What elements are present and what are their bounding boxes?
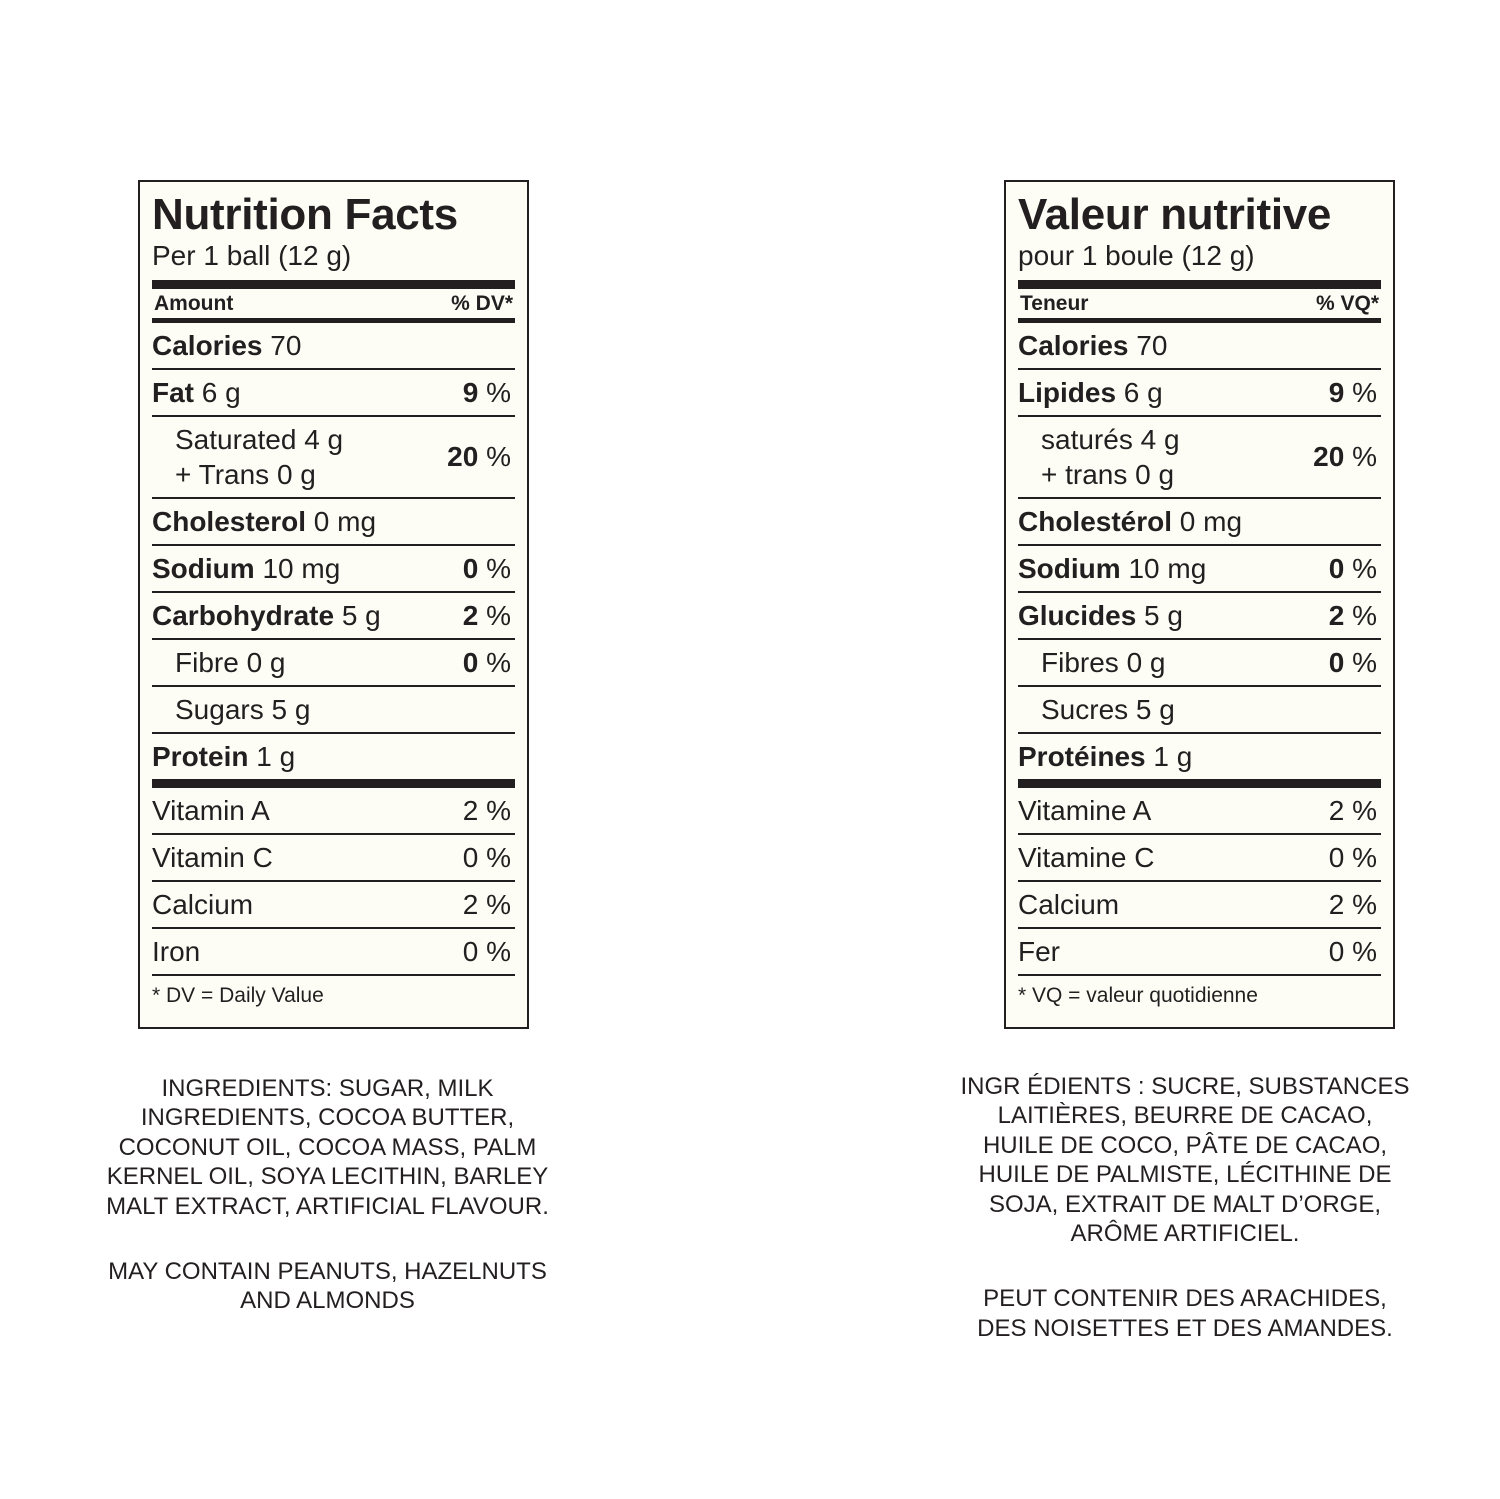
percent-sign: % (478, 441, 511, 472)
calories-value: 70 (1128, 329, 1168, 361)
trans-line: + Trans 0 g (175, 459, 316, 490)
nutrition-facts-panel-en (138, 180, 529, 1029)
fat-row (1018, 370, 1381, 417)
cholesterol-label: Cholestérol (1018, 505, 1173, 537)
sodium-row (152, 546, 515, 593)
protein-row (1018, 734, 1381, 788)
sodium-value: 10 mg (1120, 552, 1207, 584)
amount-label: Amount (154, 291, 234, 315)
protein-value: 1 g (248, 740, 296, 772)
dv-footnote: * DV = Daily Value (152, 984, 324, 1007)
vitamin-c-row (1018, 835, 1381, 882)
calcium-pct: 2 % (1328, 888, 1377, 920)
calcium-row (152, 882, 515, 929)
saturated-line: Saturated 4 g (175, 424, 344, 455)
ingredients-en (100, 1044, 555, 1345)
carbohydrate-pct: 2 (462, 599, 479, 631)
iron-label: Fer (1018, 935, 1060, 967)
protein-value: 1 g (1145, 740, 1193, 772)
ingredients-fr (960, 1042, 1410, 1373)
carbohydrate-label: Carbohydrate (152, 599, 335, 631)
fibre-pct: 0 (1328, 646, 1345, 678)
sodium-label: Sodium (152, 552, 255, 584)
percent-sign: % (1344, 376, 1377, 408)
trans-line: + trans 0 g (1041, 459, 1175, 490)
ingredients-list: INGREDIENTS: SUGAR, MILK INGREDIENTS, COCOA BUTTER, COCONUT OIL, COCOA MASS, PALM KERNEL OIL, SOYA LECITHIN, BARLEY MALT EXTRACT, ARTIFICIAL FLAVOUR. (106, 1074, 549, 1220)
vitamin-c-pct: 0 % (462, 841, 511, 873)
vitamin-a-label: Vitamin A (152, 794, 270, 826)
saturated-pct: 20 (1313, 441, 1345, 472)
calories-label: Calories (1018, 329, 1129, 361)
vitamin-a-pct: 2 % (462, 794, 511, 826)
carbohydrate-value: 5 g (334, 599, 381, 631)
cholesterol-value: 0 mg (306, 505, 377, 537)
sugars-line: Sucres 5 g (1041, 693, 1175, 725)
saturated-line: saturés 4 g (1041, 424, 1180, 455)
iron-label: Iron (152, 935, 201, 967)
fibre-pct: 0 (462, 646, 479, 678)
carbohydrate-row (152, 593, 515, 640)
panel-title: Nutrition Facts (152, 190, 458, 239)
fat-pct: 9 (462, 376, 479, 408)
sodium-label: Sodium (1018, 552, 1121, 584)
calories-value: 70 (262, 329, 302, 361)
divider-thick (152, 280, 515, 289)
calcium-label: Calcium (152, 888, 254, 920)
amount-label: Teneur (1020, 291, 1089, 315)
fibre-line: Fibres 0 g (1041, 646, 1166, 678)
calcium-label: Calcium (1018, 888, 1120, 920)
fat-pct: 9 (1328, 376, 1345, 408)
percent-sign: % (478, 646, 511, 678)
percent-sign: % (1344, 646, 1377, 678)
cholesterol-row (1018, 499, 1381, 546)
cholesterol-value: 0 mg (1172, 505, 1243, 537)
vitamin-a-label: Vitamine A (1018, 794, 1152, 826)
saturated-trans-row (1018, 417, 1381, 499)
vitamin-a-pct: 2 % (1328, 794, 1377, 826)
carbohydrate-value: 5 g (1136, 599, 1183, 631)
vitamin-a-row (152, 788, 515, 835)
carbohydrate-pct: 2 (1328, 599, 1345, 631)
percent-sign: % (1344, 552, 1377, 584)
amount-header (152, 289, 515, 323)
calories-label: Calories (152, 329, 263, 361)
ingredients-list: INGR ÉDIENTS : SUCRE, SUBSTANCES LAITIÈRES, BEURRE DE CACAO, HUILE DE COCO, PÂTE DE CACAO, HUILE DE PALMISTE, LÉCITHINE DE SOJA, EXTRAIT DE MALT D’ORGE, ARÔME ARTIFICIEL. (960, 1072, 1410, 1247)
percent-sign: % (478, 376, 511, 408)
carbohydrate-label: Glucides (1018, 599, 1137, 631)
nutrition-facts-panel-fr (1004, 180, 1395, 1029)
protein-row (152, 734, 515, 788)
vitamin-c-label: Vitamine C (1018, 841, 1155, 873)
percent-sign: % (1344, 599, 1377, 631)
dv-label: % VQ* (1315, 291, 1379, 315)
iron-pct: 0 % (462, 935, 511, 967)
fibre-line: Fibre 0 g (175, 646, 286, 678)
amount-header (1018, 289, 1381, 323)
vitamin-a-row (1018, 788, 1381, 835)
calcium-row (1018, 882, 1381, 929)
fat-label: Lipides (1018, 376, 1117, 408)
percent-sign: % (1344, 441, 1377, 472)
cholesterol-row (152, 499, 515, 546)
iron-row (1018, 929, 1381, 976)
fibre-row (152, 640, 515, 687)
sugars-row (152, 687, 515, 734)
sodium-row (1018, 546, 1381, 593)
dv-footnote: * VQ = valeur quotidienne (1018, 984, 1258, 1007)
serving-size: pour 1 boule (12 g) (1018, 240, 1255, 271)
iron-pct: 0 % (1328, 935, 1377, 967)
protein-label: Protéines (1018, 740, 1146, 772)
saturated-trans-row (152, 417, 515, 499)
calcium-pct: 2 % (462, 888, 511, 920)
percent-sign: % (478, 599, 511, 631)
allergen-warning: PEUT CONTENIR DES ARACHIDES, DES NOISETTES ET DES AMANDES. (977, 1285, 1393, 1342)
dv-label: % DV* (451, 291, 513, 315)
sugars-line: Sugars 5 g (175, 693, 311, 725)
divider-thick (1018, 280, 1381, 289)
vitamin-c-row (152, 835, 515, 882)
allergen-warning: MAY CONTAIN PEANUTS, HAZELNUTS AND ALMONDS (108, 1257, 547, 1314)
protein-label: Protein (152, 740, 249, 772)
sodium-value: 10 mg (254, 552, 341, 584)
panel-title: Valeur nutritive (1018, 190, 1332, 239)
percent-sign: % (478, 552, 511, 584)
serving-size: Per 1 ball (12 g) (152, 240, 352, 271)
iron-row (152, 929, 515, 976)
fat-value: 6 g (194, 376, 241, 408)
fat-row (152, 370, 515, 417)
vitamin-c-label: Vitamin C (152, 841, 273, 873)
calories-row (1018, 323, 1381, 370)
fat-value: 6 g (1116, 376, 1163, 408)
sugars-row (1018, 687, 1381, 734)
cholesterol-label: Cholesterol (152, 505, 307, 537)
calories-row (152, 323, 515, 370)
fibre-row (1018, 640, 1381, 687)
saturated-pct: 20 (447, 441, 479, 472)
sodium-pct: 0 (462, 552, 479, 584)
sodium-pct: 0 (1328, 552, 1345, 584)
fat-label: Fat (152, 376, 194, 408)
vitamin-c-pct: 0 % (1328, 841, 1377, 873)
carbohydrate-row (1018, 593, 1381, 640)
